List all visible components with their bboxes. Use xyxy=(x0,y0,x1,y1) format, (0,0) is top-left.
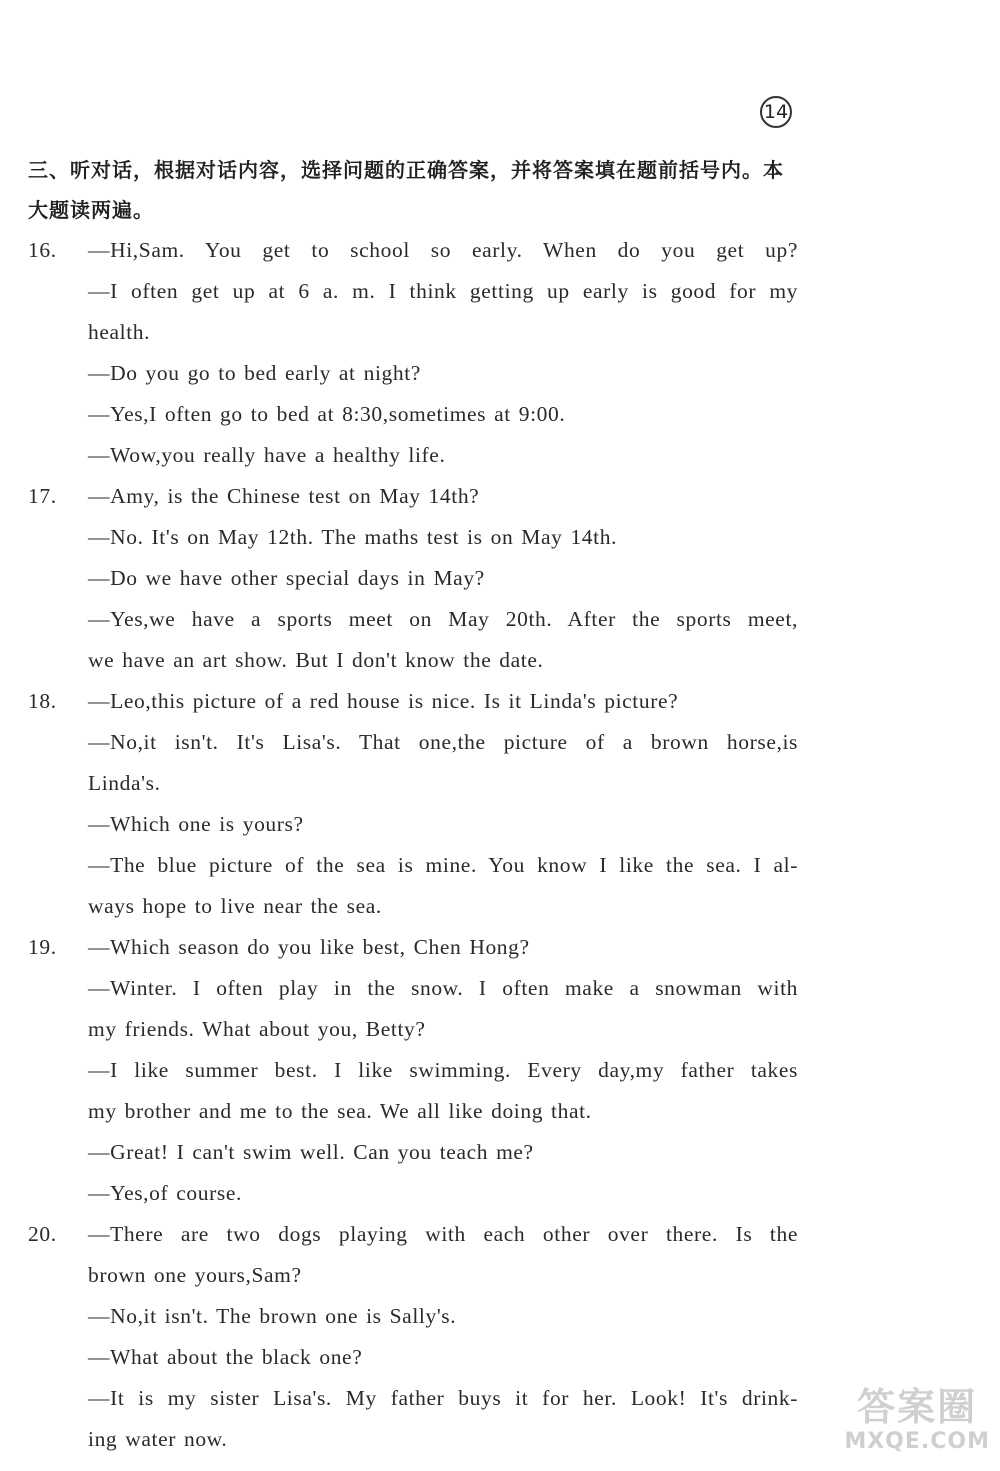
dialog-line xyxy=(28,230,798,271)
section-instructions: 三、听对话，根据对话内容，选择问题的正确答案，并将答案填在题前括号内。本大题读两遍。 xyxy=(28,158,784,222)
dialog-20 xyxy=(28,1214,798,1460)
question-number: 20. xyxy=(28,1222,57,1246)
dialog-line: brown one yours,Sam? xyxy=(88,1263,302,1287)
dialog-line: my friends. What about you, Betty? xyxy=(88,1017,426,1041)
dialog-line-text: —Leo,this picture of a red house is nice. Is it Linda's picture? xyxy=(88,689,679,713)
dialog-line: —Yes,we have a sports meet on May 20th. After the sports meet, xyxy=(88,607,798,631)
watermark-logo: 答案圈 xyxy=(857,1385,978,1429)
dialog-line: —Which one is yours? xyxy=(88,812,304,836)
watermark-url: MXQE.COM xyxy=(844,1429,990,1454)
dialog-line: —I often get up at 6 a. m. I think getting up early is good for my xyxy=(88,279,798,303)
question-number: 17. xyxy=(28,484,57,508)
dialog-line: —It is my sister Lisa's. My father buys it for her. Look! It's drink- xyxy=(88,1386,798,1410)
question-number: 19. xyxy=(28,935,57,959)
dialog-line: —No,it isn't. The brown one is Sally's. xyxy=(88,1304,457,1328)
dialog-line-text: —Which season do you like best, Chen Hong? xyxy=(88,935,530,959)
dialog-line-text: —There are two dogs playing with each other over there. Is the xyxy=(88,1222,798,1246)
dialog-17 xyxy=(28,476,798,681)
dialog-line: —Yes,I often go to bed at 8:30,sometimes at 9:00. xyxy=(88,402,566,426)
dialog-line: —Yes,of course. xyxy=(88,1181,242,1205)
dialog-line: —I like summer best. I like swimming. Every day,my father takes xyxy=(88,1058,798,1082)
dialog-line: —The blue picture of the sea is mine. You know I like the sea. I al- xyxy=(88,853,798,877)
dialog-line: Linda's. xyxy=(88,771,161,795)
question-number: 16. xyxy=(28,238,57,262)
page-number: 14 xyxy=(760,96,792,128)
dialog-16 xyxy=(28,230,798,476)
dialog-19 xyxy=(28,927,798,1214)
dialog-line: my brother and me to the sea. We all like doing that. xyxy=(88,1099,592,1123)
dialog-line-text: —Hi,Sam. You get to school so early. When do you get up? xyxy=(88,238,798,262)
dialog-line: —No. It's on May 12th. The maths test is on May 14th. xyxy=(88,525,618,549)
dialog-line: health. xyxy=(88,320,151,344)
dialog-line: —Do we have other special days in May? xyxy=(88,566,485,590)
dialog-line: ing water now. xyxy=(88,1427,228,1451)
dialog-line: —Great! I can't swim well. Can you teach me? xyxy=(88,1140,534,1164)
watermark xyxy=(844,1385,990,1454)
dialog-line: we have an art show. But I don't know the date. xyxy=(88,648,544,672)
dialog-line xyxy=(28,681,798,722)
dialog-line: —Wow,you really have a healthy life. xyxy=(88,443,446,467)
dialog-line: —What about the black one? xyxy=(88,1345,363,1369)
question-number: 18. xyxy=(28,689,57,713)
dialog-18 xyxy=(28,681,798,927)
dialog-line xyxy=(28,476,798,517)
dialog-line: —Do you go to bed early at night? xyxy=(88,361,421,385)
dialog-line xyxy=(28,1214,798,1255)
dialog-line-text: —Amy, is the Chinese test on May 14th? xyxy=(88,484,480,508)
dialog-line: ways hope to live near the sea. xyxy=(88,894,382,918)
dialog-line xyxy=(28,927,798,968)
dialog-line: —Winter. I often play in the snow. I often make a snowman with xyxy=(88,976,798,1000)
dialog-list xyxy=(28,230,798,1460)
dialog-line: —No,it isn't. It's Lisa's. That one,the picture of a brown horse,is xyxy=(88,730,798,754)
